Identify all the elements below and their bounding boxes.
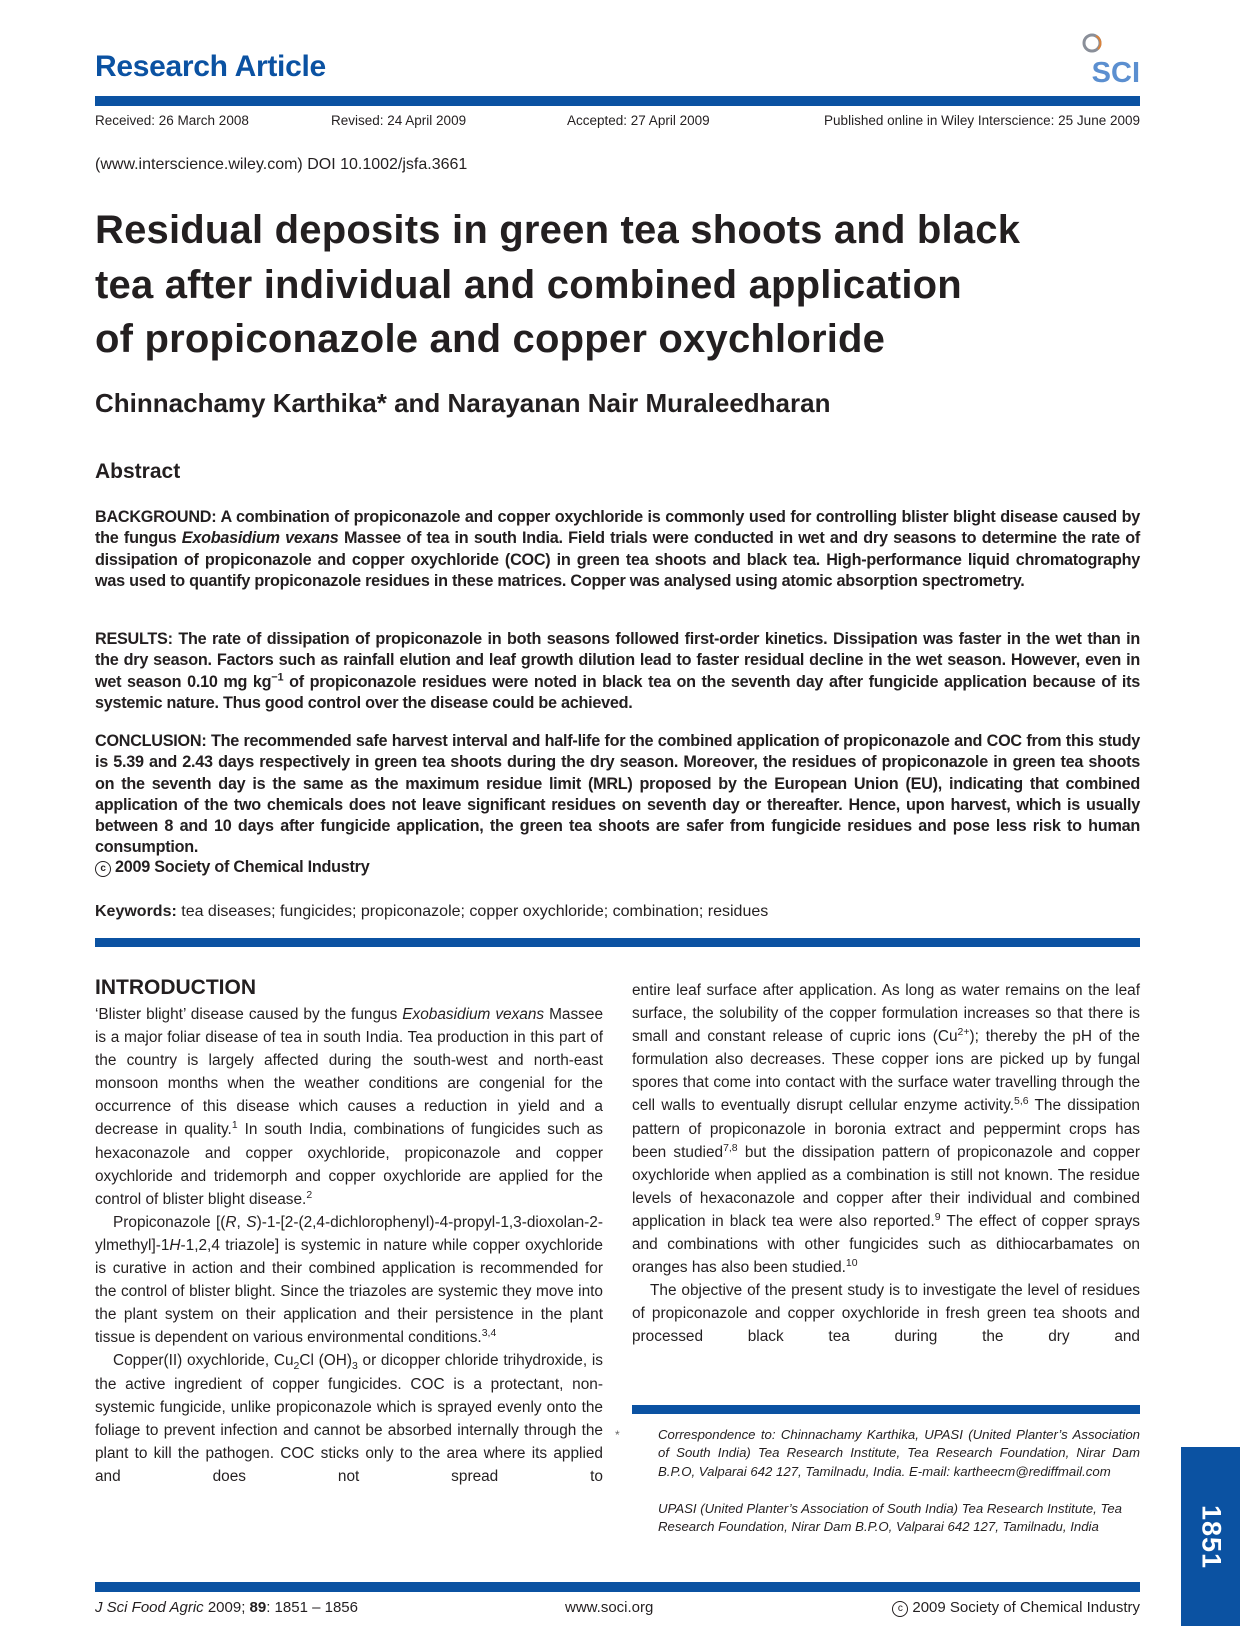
text-run: CONCLUSION: The recommended safe harvest interval and half-life for the combined application of propiconazole and COC from this study is 5.39 and 2.43 days respectively in green tea shoots during the dry season. Moreover, the residues of propiconazole in green tea shoots on the seventh day is the same as the maximum residue limit (MRL) proposed by the European Union (EU), indicating that combined application of the two chemicals does not leave significant residues on seventh day or thereafter. Hence, upon harvest, which is usually between 8 and 10 days after fungicide application, the green tea shoots are safer from fungicide residues and pose less risk to human consumption. bbox=[95, 732, 1140, 857]
text-run: ); thereby the pH of the formulation also decreases. These copper ions are picked up by fungal spores that come into contact with the surface water travelling through the cell walls to eventually disrupt cellular enzyme activity. bbox=[632, 1028, 1140, 1115]
subscript: 3 bbox=[351, 1361, 358, 1373]
copyright-icon: c bbox=[892, 1601, 908, 1617]
keywords-text: tea diseases; fungicides; propiconazole; copper oxychloride; combination; residues bbox=[176, 903, 769, 920]
superscript: 1 bbox=[231, 1120, 238, 1132]
journal-citation bbox=[95, 1599, 358, 1616]
text-run: but the dissipation pattern of propiconazole and copper oxychloride when applied as a combination is still not known. The residue levels of hexaconazole and copper after their individual and combined application in black tea were also reported. bbox=[632, 1143, 1140, 1230]
revised-date: Revised: 24 April 2009 bbox=[331, 113, 467, 128]
title-line: of propiconazole and copper oxychloride bbox=[95, 317, 886, 361]
abstract-results bbox=[95, 629, 1140, 714]
superscript: 7,8 bbox=[723, 1142, 738, 1154]
abstract-background bbox=[95, 507, 1140, 592]
superscript: 5,6 bbox=[1014, 1096, 1029, 1108]
article-title bbox=[95, 203, 1155, 367]
text-run: Propiconazole [( bbox=[113, 1213, 226, 1231]
footer-rule bbox=[95, 1582, 1140, 1592]
received-date: Received: 26 March 2008 bbox=[95, 113, 249, 128]
section-label: Research Article bbox=[95, 50, 326, 83]
text-run: Massee is a major foliar disease of tea in south India. Tea production in this part of the country is largely affected during the south-west and north-east monsoon months when the weather conditions are congenial for the occurrence of this disease which causes a reduction in yield and a decrease in quality. bbox=[95, 1006, 603, 1139]
published-date: Published online in Wiley Interscience: 25 June 2009 bbox=[824, 113, 1140, 128]
sci-logo bbox=[1070, 32, 1142, 88]
title-line: Residual deposits in green tea shoots and black bbox=[95, 208, 1021, 252]
journal-name: J Sci Food Agric bbox=[95, 1599, 204, 1616]
footnote-marker: * bbox=[615, 1428, 620, 1442]
intro-left-column bbox=[95, 1003, 603, 1488]
superscript: 9 bbox=[934, 1211, 941, 1223]
italic-text: S bbox=[246, 1213, 257, 1231]
logo-text: SCI bbox=[1091, 57, 1140, 88]
italic-text: R bbox=[225, 1213, 237, 1231]
citation-volume: 89 bbox=[249, 1599, 267, 1616]
superscript: 10 bbox=[845, 1258, 858, 1269]
citation-pages: : 1851 – 1856 bbox=[266, 1599, 358, 1616]
correspondence-footnote: Correspondence to: Chinnachamy Karthika, UPASI (United Planter’s Association of South India) Tea Research Institute, Tea Research Foundation, Nirar Dam B.P.O, Valparai 642 127, Tamilnadu, India. E-mail: kartheecm@rediffmail.com bbox=[658, 1427, 1140, 1479]
intro-paragraph bbox=[95, 1211, 603, 1350]
accepted-date: Accepted: 27 April 2009 bbox=[567, 113, 710, 128]
text-run: RESULTS: The rate of dissipation of propiconazole in both seasons followed first-order kinetics. Dissipation was faster in the wet than in the dry season. Factors such as rainfall elution and leaf growth dilution lead to faster residual decline in the wet season. However, even in wet season 0.10 mg kg bbox=[95, 630, 1140, 691]
header-rule bbox=[95, 96, 1140, 106]
page-number: 1851 bbox=[1196, 1504, 1226, 1569]
italic-text: Exobasidium vexans bbox=[402, 1006, 545, 1023]
authors: Chinnachamy Karthika* and Narayanan Nair Muraleedharan bbox=[95, 388, 831, 418]
keywords-label: Keywords: bbox=[95, 903, 177, 920]
text-run: In south India, combinations of fungicides such as hexaconazole and copper oxychloride, propiconazole and copper oxychloride and tridemorph and copper oxychloride are applied for the control of blister blight disease. bbox=[95, 1121, 603, 1208]
citation-year: 2009; bbox=[203, 1599, 250, 1616]
intro-paragraph bbox=[632, 1279, 1140, 1348]
text-run: entire leaf surface after application. As long as water remains on the leaf surface, the solubility of the copper formulation increases so that there is small and constant release of cupric ions (Cu bbox=[632, 982, 1140, 1046]
footnote-rule bbox=[632, 1405, 1140, 1414]
abstract-conclusion bbox=[95, 731, 1140, 859]
abstract-copyright bbox=[95, 857, 1140, 878]
text-run: Copper(II) oxychloride, Cu bbox=[113, 1352, 294, 1370]
website-link[interactable]: www.soci.org bbox=[565, 1599, 654, 1616]
text-run: Cl (OH) bbox=[299, 1352, 352, 1370]
text-run: , bbox=[236, 1213, 247, 1231]
page-number-tab bbox=[1181, 1447, 1240, 1626]
superscript: 3,4 bbox=[481, 1328, 497, 1340]
superscript: −1 bbox=[271, 671, 284, 684]
footer-copyright bbox=[892, 1599, 1140, 1617]
text-run: The effect of copper sprays and combinations with other fungicides such as dithiocarbamates on oranges has also been studied. bbox=[632, 1212, 1140, 1277]
intro-paragraph bbox=[95, 1349, 603, 1488]
abstract-heading: Abstract bbox=[95, 460, 181, 483]
subscript: 2 bbox=[293, 1361, 300, 1373]
affiliation-footnote: UPASI (United Planter’s Association of South India) Tea Research Institute, Tea Research Foundation, Nirar Dam B.P.O, Valparai 642 127, Tamilnadu, India bbox=[658, 1501, 1123, 1535]
copyright-text: 2009 Society of Chemical Industry bbox=[115, 858, 370, 876]
superscript: 2+ bbox=[957, 1027, 970, 1039]
copyright-text: 2009 Society of Chemical Industry bbox=[912, 1599, 1140, 1616]
intro-paragraph bbox=[632, 979, 1140, 1279]
text-run: of propiconazole residues were noted in black tea on the seventh day after fungicide application because of its systemic nature. Thus good control over the disease could be achieved. bbox=[95, 672, 1140, 712]
superscript: 2 bbox=[306, 1189, 313, 1201]
title-line: tea after individual and combined application bbox=[95, 262, 962, 307]
copyright-icon: c bbox=[95, 861, 111, 877]
intro-paragraph bbox=[95, 1003, 603, 1211]
text-run: ‘Blister blight’ disease caused by the fungus bbox=[95, 1006, 403, 1023]
italic-text: Exobasidium vexans bbox=[181, 529, 339, 548]
text-run: )-1-[2-(2,4-dichlorophenyl)-4-propyl-1,3-dioxolan-2-ylmethyl]-1 bbox=[95, 1213, 603, 1254]
text-run: or dicopper chloride trihydroxide, is the active ingredient of copper fungicides. COC is a protectant, non-systemic fungicide, unlike propiconazole which is sprayed evenly onto the foliage to prevent infection and cannot be absorbed internally through the plant to kill the pathogen. COC sticks only to the area where its applied and does not spread to bbox=[95, 1352, 603, 1485]
text-run: The dissipation pattern of propiconazole in boronia extract and peppermint crops has been studied bbox=[632, 1097, 1140, 1161]
abstract-rule bbox=[95, 938, 1140, 947]
intro-right-column bbox=[632, 979, 1140, 1349]
italic-text: H bbox=[169, 1236, 181, 1254]
introduction-heading: INTRODUCTION bbox=[95, 976, 256, 999]
text-run: Massee of tea in south India. Field trials were conducted in wet and dry seasons to determine the rate of dissipation of propiconazole and copper oxychloride (COC) in green tea shoots and black tea. High-performance liquid chromatography was used to quantify propiconazole residues in these matrices. Copper was analysed using atomic absorption spectrometry. bbox=[95, 529, 1140, 590]
keywords bbox=[95, 903, 768, 921]
text-run: The objective of the present study is to investigate the level of residues of propiconazole and copper oxychloride in fresh green tea shoots and processed black tea during the dry and bbox=[632, 1282, 1140, 1346]
text-run: -1,2,4 triazole] is systemic in nature while copper oxychloride is curative in action and their combined application is recommended for the control of blister blight. Since the triazoles are systemic they move into the plant system on their application and their persistence in the plant tissue is dependent on various environmental conditions. bbox=[95, 1236, 603, 1347]
doi-link[interactable]: (www.interscience.wiley.com) DOI 10.1002/jsfa.3661 bbox=[95, 156, 468, 173]
text-run: BACKGROUND: A combination of propiconazole and copper oxychloride is commonly used for controlling blister blight disease caused by the fungus bbox=[95, 508, 1140, 548]
